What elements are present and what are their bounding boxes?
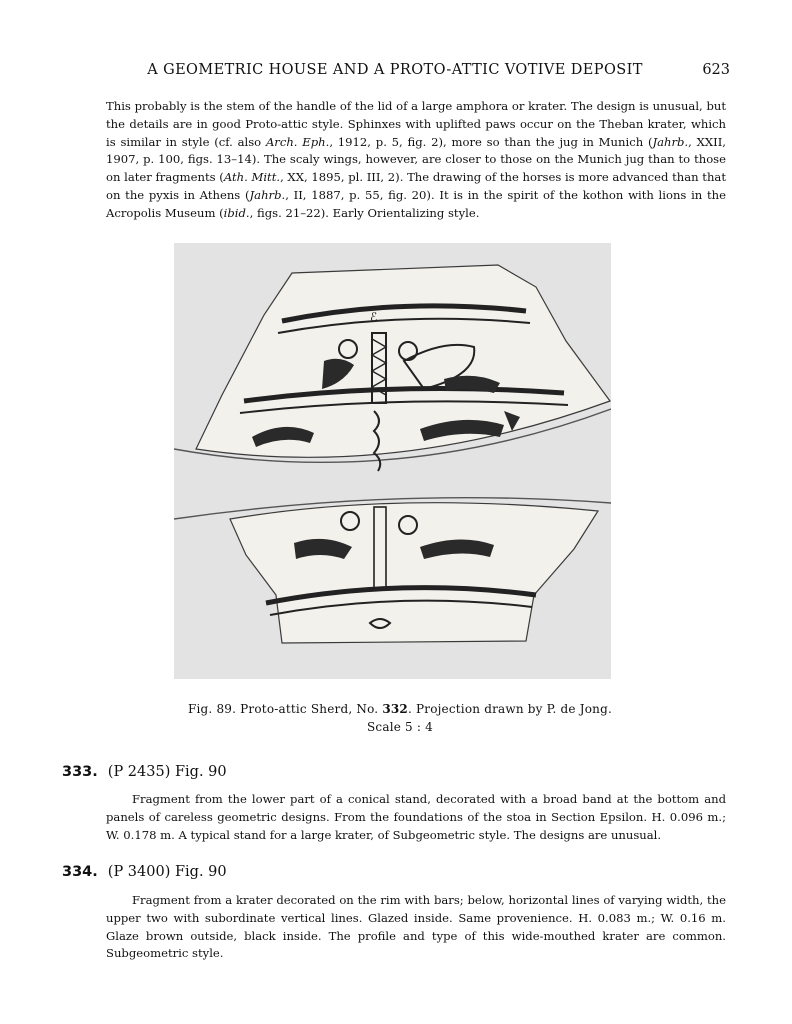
svg-text:ℰ: ℰ [370, 310, 378, 324]
entry-number: 333. [62, 764, 98, 780]
entry-334-text: Fragment from a krater decorated on the rim with bars; below, horizontal lines of varying width, the upper two with subordinate vertical lines. Glazed inside. Same provenience. H. 0.083 m.; W. 0.16 m. Glaze brown outside, black inside. The profile and type of this wide-mouthed krater are common. Subgeometric style. [106, 893, 726, 961]
figure-plate [174, 243, 611, 679]
citation-arch-eph: Arch. Eph. [265, 134, 330, 149]
running-head: A GEOMETRIC HOUSE AND A PROTO-ATTIC VOTIVE DEPOSIT [147, 62, 643, 78]
upper-fragment [174, 265, 611, 471]
page-number: 623 [702, 62, 730, 78]
lower-fragment [174, 498, 611, 643]
entry-333-heading [62, 764, 227, 780]
caption-scale: Scale 5 : 4 [367, 720, 433, 734]
caption-line: Fig. 89. Proto-attic Sherd, No. 332. Projection drawn by P. de Jong. [187, 702, 612, 716]
figure-caption [150, 700, 650, 736]
entry-334-heading [62, 864, 227, 880]
entry-reference: (P 2435) Fig. 90 [107, 764, 227, 780]
citation-ibid: ibid. [223, 205, 250, 220]
citation-ath-mitt: Ath. Mitt. [223, 170, 281, 185]
intro-paragraph: This probably is the stem of the handle of the lid of a large amphora or krater. The design is unusual, but the details are in good Proto-attic style. Sphinxes with uplifted paws occur on the Theban krater, which is similar in style (cf. also Arch. Eph., 1912, p. 5, fig. 2), more so than the jug in Munich (Jahrb., XXII, 1907, p. 100, figs. 13–14). The scaly wings, however, are closer to those on the Munich jug than to those on later fragments (Ath. Mitt., XX, 1895, pl. III, 2). The drawing of the horses is more advanced than that on the pyxis in Athens (Jahrb., II, 1887, p. 55, fig. 20). It is in the spirit of the kothon with lions in the Acropolis Museum (ibid., figs. 21–22). Early Orientalizing style. [106, 99, 726, 220]
entry-333-text: Fragment from the lower part of a conical stand, decorated with a broad band at the bottom and panels of careless geometric designs. From the foundations of the stoa in Section Epsilon. H. 0.096 m.; W. 0.178 m. A typical stand for a large krater, of Subgeometric style. The designs are unusual. [106, 792, 726, 842]
citation-jahrb: Jahrb. [652, 134, 689, 149]
caption-sherd-number: 332 [382, 702, 408, 716]
sherd-projection-drawing [174, 243, 611, 679]
citation-jahrb-2: Jahrb. [249, 187, 286, 202]
entry-number: 334. [62, 864, 98, 880]
entry-reference: (P 3400) Fig. 90 [107, 864, 227, 880]
